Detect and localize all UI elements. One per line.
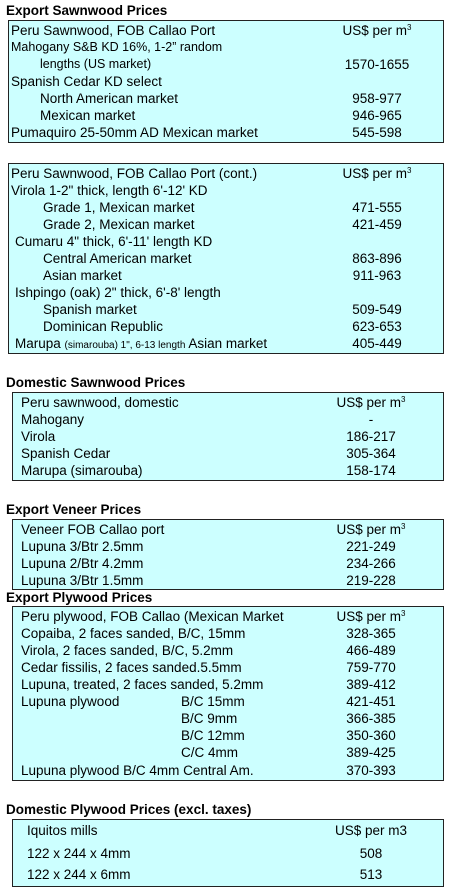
- export-plywood-title: Export Plywood Prices: [6, 590, 153, 605]
- table-row: [9, 90, 443, 107]
- table-row: [9, 250, 443, 267]
- row-value: 389-412: [346, 677, 396, 692]
- column-header-unit: US$ per m3: [334, 823, 408, 838]
- row-value: 513: [359, 867, 383, 882]
- table-row: [9, 284, 443, 301]
- table-row: [13, 572, 443, 589]
- column-header-unit: US$ per $m^3$: [336, 609, 406, 624]
- row-value: 366-385: [346, 711, 396, 726]
- table-header-row: [9, 165, 443, 182]
- row-value: 219-228: [346, 573, 396, 588]
- table-row: [9, 107, 443, 124]
- row-label: Spanish market: [43, 302, 137, 317]
- table-row: [9, 39, 443, 56]
- row-value: 405-449: [352, 336, 402, 351]
- row-label-note: (simarouba) 1", 6-13 length: [64, 340, 186, 351]
- row-label: Mahogany: [21, 412, 85, 427]
- row-value: 958-977: [352, 91, 402, 106]
- table-row: [13, 762, 443, 779]
- row-value: 545-598: [352, 125, 402, 140]
- row-value: 305-364: [346, 446, 396, 461]
- row-value: 509-549: [352, 302, 402, 317]
- row-label: Grade 1, Mexican market: [43, 200, 195, 215]
- row-value: 158-174: [346, 463, 396, 478]
- column-header-label: Peru plywood, FOB Callao (Mexican Market: [21, 609, 284, 624]
- row-label: [15, 335, 267, 354]
- row-label: North American market: [40, 91, 179, 106]
- row-value: 389-425: [346, 745, 396, 760]
- row-label: 122 x 244 x 4mm: [27, 846, 131, 861]
- export-veneer-table: [12, 519, 444, 590]
- table-row: [9, 233, 443, 250]
- row-label: Marupa (simarouba): [21, 463, 143, 478]
- table-row: [13, 727, 443, 744]
- table-row: [13, 428, 443, 445]
- column-header-unit: US$ per $m^3$: [336, 522, 406, 537]
- row-label: Lupuna, treated, 2 faces sanded, 5.2mm: [21, 677, 264, 692]
- table-row: [13, 411, 443, 428]
- row-value: 234-266: [346, 556, 396, 571]
- column-header-label: Peru Sawnwood, FOB Callao Port (cont.): [11, 166, 258, 181]
- row-value: 863-896: [352, 251, 402, 266]
- row-label-main: Marupa: [15, 336, 61, 351]
- column-header-unit: US$ per $m^3$: [336, 395, 406, 410]
- row-sublabel: C/C 4mm: [181, 745, 238, 760]
- row-value: -: [368, 412, 374, 427]
- table-header-row: [9, 22, 443, 39]
- column-header-label: Veneer FOB Callao port: [21, 522, 165, 537]
- table-row: [13, 625, 443, 642]
- row-value: 466-489: [346, 643, 396, 658]
- row-label: Virola: [21, 429, 56, 444]
- row-label: Spanish Cedar: [21, 446, 111, 461]
- table-row: [13, 744, 443, 761]
- table-row: [13, 676, 443, 693]
- row-value: 328-365: [346, 626, 396, 641]
- row-label: Pumaquiro 25-50mm AD Mexican market: [11, 125, 258, 140]
- table-header-row: [13, 394, 443, 411]
- row-label: Dominican Republic: [43, 319, 164, 334]
- row-sublabel: B/C 15mm: [181, 694, 245, 709]
- table-row: [9, 124, 443, 141]
- table-row: [13, 693, 443, 710]
- column-header-unit: US$ per $m^3$: [342, 166, 412, 181]
- table-row: [9, 301, 443, 318]
- table-row: [9, 335, 443, 352]
- row-value: 1570-1655: [344, 57, 410, 72]
- row-value: 759-770: [346, 660, 396, 675]
- table-row: [13, 462, 443, 479]
- table-row: [13, 845, 443, 862]
- table-row: [13, 445, 443, 462]
- table-row: [9, 73, 443, 90]
- export-veneer-title: Export Veneer Prices: [6, 502, 142, 517]
- table-row: [9, 56, 443, 73]
- row-label: Copaiba, 2 faces sanded, B/C, 15mm: [21, 626, 246, 641]
- domestic-sawnwood-table: [12, 392, 444, 481]
- row-sublabel: B/C 9mm: [181, 711, 238, 726]
- row-label: Mahogany S&B KD 16%, 1-2” random: [11, 40, 223, 54]
- column-header-unit: US$ per $m^3$: [342, 23, 412, 38]
- row-value: 186-217: [346, 429, 396, 444]
- row-label: 122 x 244 x 6mm: [27, 867, 131, 882]
- table-row: [9, 267, 443, 284]
- row-label: Spanish Cedar KD select: [11, 74, 162, 89]
- row-label: Lupuna 3/Btr 2.5mm: [21, 539, 144, 554]
- table-row: [13, 642, 443, 659]
- table-row: [9, 182, 443, 199]
- row-label: Virola 1-2" thick, length 6'-12' KD: [11, 183, 208, 198]
- row-label: Cumaru 4" thick, 6'-11' length KD: [15, 234, 213, 249]
- row-label: Virola, 2 faces sanded, B/C, 5.2mm: [21, 643, 234, 658]
- table-row: [13, 710, 443, 727]
- row-sublabel: B/C 12mm: [181, 728, 245, 743]
- row-label: Grade 2, Mexican market: [43, 217, 195, 232]
- export-sawnwood-cont-table: [8, 163, 444, 354]
- row-value: 370-393: [346, 763, 396, 778]
- row-value: 508: [359, 846, 383, 861]
- export-sawnwood-title: Export Sawnwood Prices: [6, 3, 168, 18]
- domestic-plywood-title: Domestic Plywood Prices (excl. taxes): [6, 802, 252, 817]
- column-header-label: Peru Sawnwood, FOB Callao Port: [11, 23, 216, 38]
- table-row: [13, 538, 443, 555]
- domestic-plywood-table: [12, 819, 444, 887]
- row-label: Ishpingo (oak) 2" thick, 6'-8' length: [15, 285, 221, 300]
- column-header-label: Iquitos mills: [27, 823, 98, 838]
- row-label: Central American market: [43, 251, 192, 266]
- table-header-row: [13, 822, 443, 839]
- export-sawnwood-table: [8, 20, 444, 143]
- table-row: [13, 659, 443, 676]
- row-value: 471-555: [352, 200, 402, 215]
- table-row: [13, 866, 443, 883]
- row-label: Cedar fissilis, 2 faces sanded.5.5mm: [21, 660, 242, 675]
- row-value: 946-965: [352, 108, 402, 123]
- table-row: [9, 216, 443, 233]
- row-label: Lupuna plywood B/C 4mm Central Am.: [21, 763, 254, 778]
- domestic-sawnwood-title: Domestic Sawnwood Prices: [6, 375, 186, 390]
- row-label: Lupuna 2/Btr 4.2mm: [21, 556, 144, 571]
- row-label: Lupuna 3/Btr 1.5mm: [21, 573, 144, 588]
- table-row: [13, 555, 443, 572]
- row-value: 421-451: [346, 694, 396, 709]
- row-label: Mexican market: [40, 108, 136, 123]
- column-header-label: Peru sawnwood, domestic: [21, 395, 179, 410]
- table-header-row: [13, 608, 443, 625]
- table-header-row: [13, 521, 443, 538]
- row-value: 911-963: [352, 268, 402, 283]
- row-label: Asian market: [43, 268, 122, 283]
- table-row: [9, 318, 443, 335]
- row-value: 221-249: [346, 539, 396, 554]
- row-label-tail: Asian market: [188, 336, 268, 351]
- row-value: 623-653: [352, 319, 402, 334]
- table-row: [9, 199, 443, 216]
- export-plywood-table: [12, 606, 444, 781]
- row-value: 421-459: [352, 217, 402, 232]
- row-label: Lupuna plywood: [21, 694, 120, 709]
- row-value: 350-360: [346, 728, 396, 743]
- row-label: lengths (US market): [40, 57, 152, 71]
